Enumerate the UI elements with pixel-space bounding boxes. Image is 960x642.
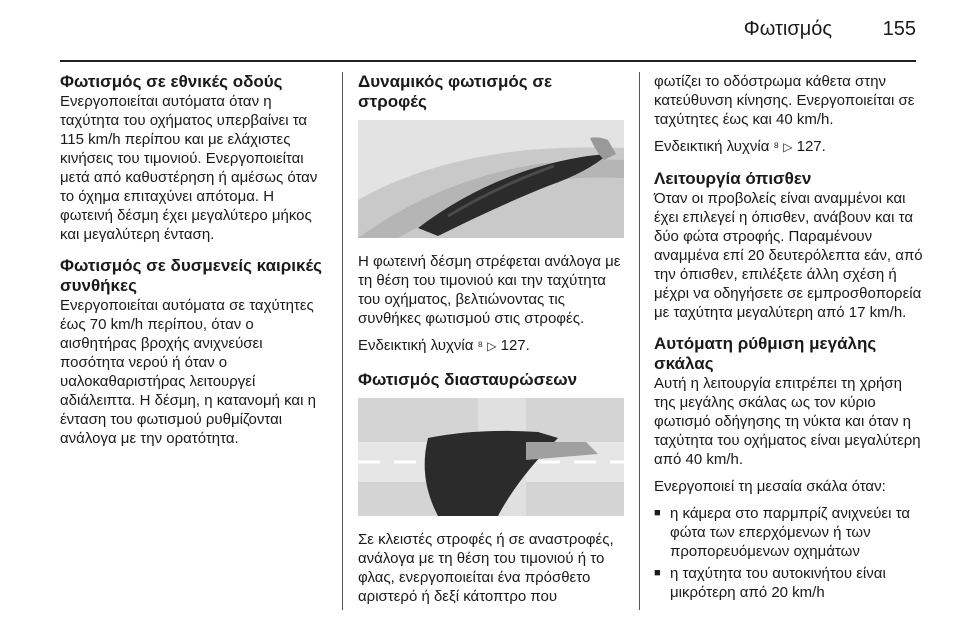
curve-lighting-drawing bbox=[358, 120, 624, 238]
heading-dynamic-curve-lighting: Δυναμικός φωτισμός σε στροφές bbox=[358, 72, 553, 111]
column-divider bbox=[639, 72, 640, 610]
heading-reverse-function: Λειτουργία όπισθεν bbox=[654, 169, 812, 188]
condition-list bbox=[654, 504, 924, 602]
header-rule bbox=[60, 60, 916, 62]
paragraph: Η φωτεινή δέσμη στρέφεται ανάλογα με τη θέση του τιμονιού και την ταχύτητα του οχήματος, βελτιώνοντας τις συνθήκες φωτισμού στις στροφές. bbox=[358, 253, 621, 327]
list-item: ■ η ταχύτητα του αυτοκινήτου είναι μικρότερη από 20 km/h bbox=[654, 564, 924, 602]
paragraph: Σε κλειστές στροφές ή σε αναστροφές, ανάλογα με τη θέση του τιμονιού ή το φλας, ενεργοποιείται ένα πρόσθετο αριστερό ή δεξί κάτοπτρο που bbox=[358, 531, 614, 605]
paragraph: Όταν οι προβολείς είναι αναμμένοι και έχει επιλεγεί η όπισθεν, ανάβουν και τα δύο φώτα στροφής. Παραμένουν αναμμένα επί 20 δευτερόλεπτα εάν, από την όπισθεν, επιλέξετε άλλη σχέση ή μέχρι να οδηγήσετε σε εμπροσθοπορεία με ταχύτητα μεγαλύτερη από 17 km/h. bbox=[654, 190, 923, 321]
reference-line: Ενδεικτική λυχνία ⁸ ▷ 127. bbox=[358, 337, 530, 354]
paragraph: Ενεργοποιείται αυτόματα σε ταχύτητες έως 70 km/h περίπου, όταν ο αισθητήρας βροχής ανιχνεύσει ποσότητα νερού ή όταν ο υαλοκαθαριστήρας λειτουργεί αδιάλειπτα. Η δέσμη, η κατανομή και η ένταση του φωτισμού ρυθμίζονται ανάλογα με την ορατότητα. bbox=[60, 297, 316, 447]
paragraph: Ενεργοποιεί τη μεσαία σκάλα όταν: bbox=[654, 478, 886, 495]
paragraph: φωτίζει το οδόστρωμα κάθετα στην κατεύθυνση κίνησης. Ενεργοποιείται σε ταχύτητες έως και 40 km/h. bbox=[654, 73, 915, 128]
column-3 bbox=[654, 72, 924, 614]
list-item: ■ η κάμερα στο παρμπρίζ ανιχνεύει τα φώτα των επερχόμενων ή των προπορευόμενων οχημάτων bbox=[654, 504, 924, 561]
indicator-lamp-icon: ⁸ bbox=[773, 139, 780, 154]
page-ref-arrow-icon: ▷ bbox=[487, 339, 497, 353]
indicator-lamp-icon: ⁸ bbox=[477, 338, 484, 353]
heading-highway-lighting: Φωτισμός σε εθνικές οδούς bbox=[60, 72, 283, 91]
page-reference[interactable]: 127. bbox=[500, 337, 530, 354]
paragraph: Ενεργοποιείται αυτόματα όταν η ταχύτητα του οχήματος υπερβαίνει τα 115 km/h περίπου και με ελάχιστες κινήσεις του τιμονιού. Ενεργοποιείται μετά από καθυστέρηση ή αμέσως όταν το όχημα επιταχύνει απότομα. Η φωτεινή δέσμη έχει μεγαλύτερο μήκος και μεγαλύτερη ένταση. bbox=[60, 93, 318, 243]
heading-auto-high-beam: Αυτόματη ρύθμιση μεγάλης σκάλας bbox=[654, 334, 877, 373]
page-ref-arrow-icon: ▷ bbox=[783, 140, 793, 154]
cornering-lighting-drawing bbox=[358, 398, 624, 516]
heading-bad-weather-lighting: Φωτισμός σε δυσμενείς καιρικές συνθήκες bbox=[60, 256, 322, 295]
paragraph: Αυτή η λειτουργία επιτρέπει τη χρήση της μεγάλης σκάλας ως τον κύριο φωτισμό οδήγησης τη νύκτα και όταν η ταχύτητα του οχήματος είναι μεγαλύτερη από 40 km/h. bbox=[654, 375, 921, 468]
reference-line: Ενδεικτική λυχνία ⁸ ▷ 127. bbox=[654, 138, 826, 155]
cornering-lighting-illustration bbox=[358, 398, 624, 516]
heading-cornering-lighting: Φωτισμός διασταυρώσεων bbox=[358, 370, 578, 389]
page-header bbox=[0, 0, 960, 60]
column-1 bbox=[60, 72, 328, 460]
page-number: 155 bbox=[882, 18, 916, 40]
column-divider bbox=[342, 72, 343, 610]
section-title: Φωτισμός bbox=[743, 18, 832, 40]
page-reference[interactable]: 127. bbox=[796, 138, 826, 155]
column-2 bbox=[358, 72, 624, 614]
curve-lighting-illustration bbox=[358, 120, 624, 238]
